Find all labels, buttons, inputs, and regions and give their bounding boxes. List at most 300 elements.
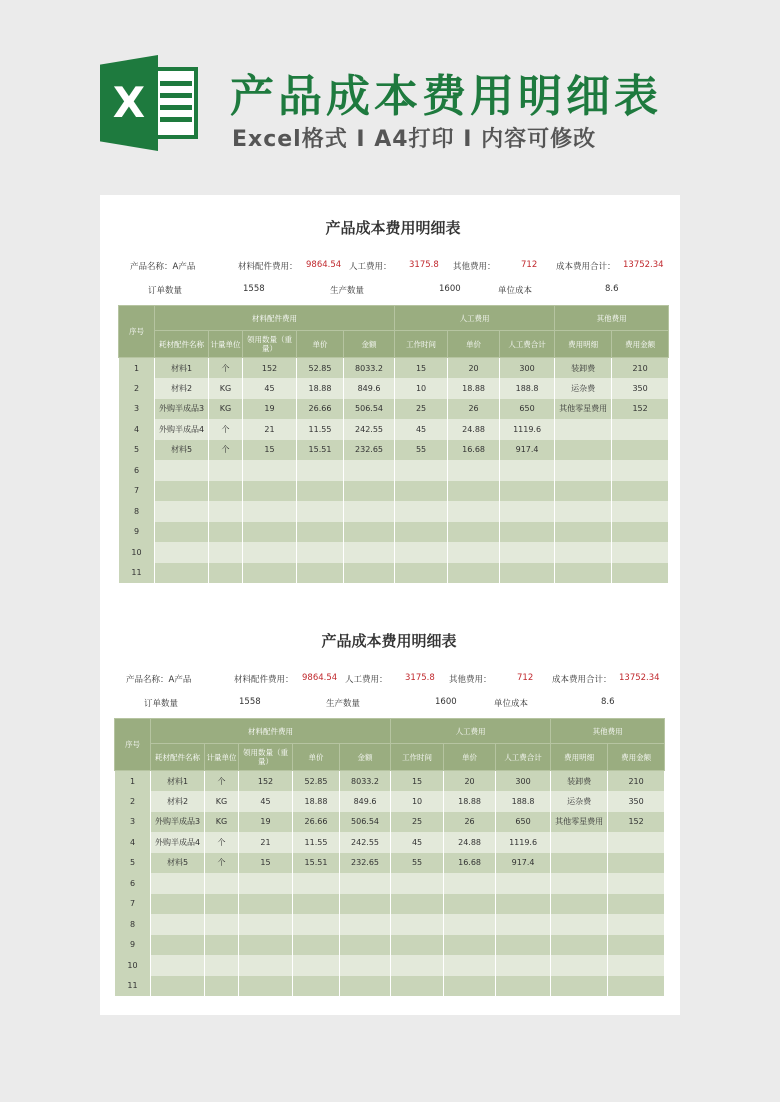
cell-row-index: 7 [119,481,155,502]
cell-material-price [297,522,344,543]
cell-unit [205,894,239,915]
cell-other-detail: 其他零星费用 [551,812,608,833]
cell-other-amount [608,832,665,853]
cell-other-detail [555,563,612,584]
cell-material-price: 11.55 [297,419,344,440]
cell-unit [209,522,243,543]
cell-labor-total: 917.4 [496,853,551,874]
cell-quantity [243,460,297,481]
cell-labor-total: 300 [500,358,555,379]
cell-row-index: 1 [115,771,151,792]
header-group-material: 材料配件费用 [151,719,391,744]
banner-subtitle: Excel格式 I A4打印 I 内容可修改 [232,127,597,152]
cell-unit: 个 [209,358,243,379]
cell-quantity: 21 [243,419,297,440]
cell-material-name [151,873,205,894]
cell-material-name: 材料5 [155,440,209,461]
labor-cost-label: 人工费用： [345,675,388,685]
table-row [115,812,665,833]
cell-labor-total: 1119.6 [500,419,555,440]
cell-row-index: 5 [119,440,155,461]
cell-material-amount [344,460,395,481]
other-cost-value: 712 [521,260,538,270]
cell-labor-price: 26 [448,399,500,420]
cell-labor-total: 188.8 [500,378,555,399]
unit-cost-label: 单位成本 [494,699,529,709]
cell-other-detail [551,832,608,853]
cell-labor-price [448,522,500,543]
table-row [119,419,669,440]
cell-row-index: 7 [115,894,151,915]
table-row [115,976,665,997]
cell-row-index: 5 [115,853,151,874]
labor-cost-label: 人工费用： [349,262,392,272]
cell-material-name [155,522,209,543]
cell-material-amount [344,501,395,522]
cell-quantity [239,873,293,894]
cell-labor-total [496,955,551,976]
unit-cost-label: 单位成本 [498,286,533,296]
header-group-labor: 人工费用 [395,306,555,331]
cell-labor-total: 300 [496,771,551,792]
cell-material-name: 材料1 [155,358,209,379]
cell-material-amount: 506.54 [344,399,395,420]
cell-row-index: 4 [119,419,155,440]
product-name: 产品名称：A产品 [130,262,196,272]
cell-quantity: 45 [239,791,293,812]
cell-material-price [297,501,344,522]
cell-work-time [391,873,444,894]
cell-quantity: 152 [243,358,297,379]
cell-labor-price: 18.88 [448,378,500,399]
cell-row-index: 3 [115,812,151,833]
cell-material-amount: 8033.2 [344,358,395,379]
cell-labor-price [448,501,500,522]
sheet-title: 产品成本费用明细表 [321,632,457,650]
cell-material-amount: 232.65 [344,440,395,461]
cell-work-time: 55 [391,853,444,874]
cell-other-amount: 152 [612,399,669,420]
table-row [119,378,669,399]
table-row [115,935,665,956]
cell-work-time [391,894,444,915]
cost-table [114,718,665,996]
product-name: 产品名称：A产品 [126,675,192,685]
cell-work-time: 45 [391,832,444,853]
table-row [115,955,665,976]
cell-other-amount [608,873,665,894]
table-row [119,501,669,522]
cell-unit [209,563,243,584]
cell-work-time [391,935,444,956]
cell-labor-price [444,955,496,976]
table-row [119,563,669,584]
table-row [119,522,669,543]
cell-work-time [395,501,448,522]
cell-material-price: 18.88 [293,791,340,812]
order-quantity-value: 1558 [243,284,265,294]
production-quantity-value: 1600 [435,697,457,707]
cell-other-detail [555,501,612,522]
cell-unit: 个 [209,440,243,461]
cell-quantity [239,935,293,956]
cell-other-amount: 152 [608,812,665,833]
cell-other-detail [551,935,608,956]
cell-unit: 个 [205,853,239,874]
total-cost-value: 13752.34 [619,673,660,683]
order-quantity-label: 订单数量 [144,699,179,709]
cell-material-name [151,894,205,915]
header-other-amount: 费用金额 [608,744,665,771]
cell-unit: 个 [209,419,243,440]
other-cost-value: 712 [517,673,534,683]
cell-work-time: 25 [395,399,448,420]
cell-quantity: 15 [239,853,293,874]
cell-work-time [395,460,448,481]
cell-row-index: 2 [119,378,155,399]
table-row [115,832,665,853]
cell-quantity [243,563,297,584]
cell-material-name [151,955,205,976]
unit-cost-value: 8.6 [601,697,615,707]
cell-labor-price: 24.88 [448,419,500,440]
cell-quantity: 21 [239,832,293,853]
cell-other-detail [551,873,608,894]
total-cost-value: 13752.34 [623,260,664,270]
cell-material-amount [340,976,391,997]
cell-quantity [239,955,293,976]
cell-material-amount: 849.6 [344,378,395,399]
cell-material-name: 外购半成品3 [151,812,205,833]
cell-labor-price [448,481,500,502]
cell-work-time [395,481,448,502]
header-group-other: 其他费用 [555,306,669,331]
cell-material-price [297,563,344,584]
table-row [119,481,669,502]
unit-cost-value: 8.6 [605,284,619,294]
table-row [119,440,669,461]
cell-quantity [239,976,293,997]
cell-labor-total [496,935,551,956]
cell-labor-total [496,894,551,915]
cell-work-time: 10 [391,791,444,812]
cell-labor-price: 16.68 [448,440,500,461]
cell-row-index: 8 [119,501,155,522]
cell-work-time [395,542,448,563]
cell-material-name: 外购半成品4 [155,419,209,440]
cell-unit [209,460,243,481]
labor-cost-value: 3175.8 [405,673,435,683]
cell-material-amount [340,955,391,976]
cell-material-price: 15.51 [293,853,340,874]
cell-labor-total [500,542,555,563]
cell-other-detail [555,481,612,502]
cell-material-price: 11.55 [293,832,340,853]
total-cost-label: 成本费用合计： [556,262,616,272]
cell-labor-total [500,501,555,522]
cell-work-time [391,976,444,997]
sheet-2 [114,608,664,1008]
table-row [115,771,665,792]
cell-material-name [151,914,205,935]
cell-other-detail: 其他零星费用 [555,399,612,420]
cell-material-name [155,563,209,584]
cell-labor-price [444,976,496,997]
cell-quantity [239,894,293,915]
excel-icon [100,55,202,151]
cell-unit [209,481,243,502]
header-other-detail: 费用明细 [555,331,612,358]
cell-other-amount [612,522,669,543]
header-material-name: 耗材配件名称 [155,331,209,358]
cell-quantity: 152 [239,771,293,792]
table-row [119,358,669,379]
cell-material-price [293,894,340,915]
cell-labor-price: 24.88 [444,832,496,853]
cell-other-detail [555,419,612,440]
cell-material-price [297,481,344,502]
cell-material-amount: 232.65 [340,853,391,874]
cell-material-name: 外购半成品3 [155,399,209,420]
header-material-price: 单价 [293,744,340,771]
cell-other-amount [612,419,669,440]
material-cost-label: 材料配件费用： [234,675,294,685]
cell-row-index: 4 [115,832,151,853]
cell-labor-price [444,914,496,935]
cell-other-detail [555,542,612,563]
header-labor-price: 单价 [448,331,500,358]
cell-material-amount: 506.54 [340,812,391,833]
cell-material-name [151,976,205,997]
cell-other-amount [608,935,665,956]
other-cost-label: 其他费用： [453,262,496,272]
cell-quantity [243,501,297,522]
cell-material-name: 材料1 [151,771,205,792]
cell-other-amount [608,914,665,935]
cell-quantity: 15 [243,440,297,461]
cell-unit [209,542,243,563]
cell-quantity [243,481,297,502]
production-quantity-label: 生产数量 [330,286,365,296]
cell-unit: KG [205,812,239,833]
cell-other-detail [555,440,612,461]
cell-material-name [151,935,205,956]
cell-labor-price: 20 [444,771,496,792]
cell-other-amount [612,563,669,584]
cell-labor-price [444,873,496,894]
cell-material-price [293,976,340,997]
cell-labor-price: 26 [444,812,496,833]
cell-other-amount: 210 [608,771,665,792]
cell-other-amount [612,481,669,502]
cell-material-price: 18.88 [297,378,344,399]
cell-row-index: 6 [115,873,151,894]
header-labor-price: 单价 [444,744,496,771]
material-cost-value: 9864.54 [306,260,342,270]
cell-unit [205,914,239,935]
header-unit: 计量单位 [209,331,243,358]
cell-material-amount [344,522,395,543]
cell-other-amount [612,542,669,563]
cell-material-price: 15.51 [297,440,344,461]
header-group-labor: 人工费用 [391,719,551,744]
header-index: 序号 [119,306,155,358]
cell-material-price: 52.85 [293,771,340,792]
cell-row-index: 9 [119,522,155,543]
header-work-time: 工作时间 [395,331,448,358]
banner [0,0,780,190]
cell-other-amount [612,501,669,522]
cell-labor-total [496,976,551,997]
cell-other-amount [608,955,665,976]
cell-material-price: 26.66 [297,399,344,420]
cell-row-index: 3 [119,399,155,420]
cell-work-time [395,563,448,584]
cell-material-name [155,460,209,481]
cell-labor-price: 18.88 [444,791,496,812]
cell-labor-total [500,460,555,481]
cell-unit [209,501,243,522]
header-material-amount: 金额 [344,331,395,358]
material-cost-value: 9864.54 [302,673,338,683]
cell-work-time [395,522,448,543]
table-row [115,853,665,874]
cell-material-price: 26.66 [293,812,340,833]
table-row [115,873,665,894]
cell-material-name: 材料2 [155,378,209,399]
cell-material-name [155,501,209,522]
header-material-amount: 金额 [340,744,391,771]
cell-work-time: 55 [395,440,448,461]
cell-other-detail [551,955,608,976]
other-cost-label: 其他费用： [449,675,492,685]
cell-other-amount [608,894,665,915]
header-unit: 计量单位 [205,744,239,771]
cell-labor-total: 917.4 [500,440,555,461]
cell-quantity [243,522,297,543]
cell-labor-price [448,460,500,481]
cell-labor-total [500,563,555,584]
cell-labor-total [500,481,555,502]
cell-material-name: 材料2 [151,791,205,812]
cell-labor-price [448,563,500,584]
cell-material-price [297,460,344,481]
cell-other-detail: 装卸费 [551,771,608,792]
header-index: 序号 [115,719,151,771]
table-row [119,542,669,563]
cell-work-time [391,914,444,935]
sheet-1 [118,195,668,595]
cell-unit: KG [209,378,243,399]
cell-material-price [293,873,340,894]
cell-material-name: 外购半成品4 [151,832,205,853]
cell-material-amount: 242.55 [344,419,395,440]
cell-material-price [297,542,344,563]
cell-other-detail: 装卸费 [555,358,612,379]
header-other-amount: 费用金额 [612,331,669,358]
production-quantity-label: 生产数量 [326,699,361,709]
cell-labor-price [448,542,500,563]
cell-labor-total: 1119.6 [496,832,551,853]
cost-table [118,305,669,583]
cell-material-price [293,914,340,935]
cell-row-index: 8 [115,914,151,935]
table-row [115,894,665,915]
cell-material-amount [344,481,395,502]
cell-other-detail [555,460,612,481]
cell-material-name [155,542,209,563]
cell-material-amount: 242.55 [340,832,391,853]
cell-material-amount [344,542,395,563]
cell-quantity: 19 [239,812,293,833]
cell-other-detail [551,894,608,915]
cell-work-time [391,955,444,976]
header-other-detail: 费用明细 [551,744,608,771]
header-material-price: 单价 [297,331,344,358]
document-paper [100,195,680,1015]
cell-row-index: 6 [119,460,155,481]
header-material-name: 耗材配件名称 [151,744,205,771]
header-work-time: 工作时间 [391,744,444,771]
cell-other-amount: 350 [608,791,665,812]
cell-unit: 个 [205,832,239,853]
cell-material-amount: 8033.2 [340,771,391,792]
cell-material-amount [344,563,395,584]
cell-labor-total: 650 [496,812,551,833]
production-quantity-value: 1600 [439,284,461,294]
cell-other-amount [612,460,669,481]
cell-unit [205,935,239,956]
cell-labor-price: 16.68 [444,853,496,874]
cell-labor-total [500,522,555,543]
cell-row-index: 10 [115,955,151,976]
cell-other-detail [551,976,608,997]
cell-labor-total: 650 [500,399,555,420]
labor-cost-value: 3175.8 [409,260,439,270]
cell-unit: KG [209,399,243,420]
cell-material-price [293,935,340,956]
cell-row-index: 10 [119,542,155,563]
table-row [115,914,665,935]
cell-labor-total: 188.8 [496,791,551,812]
cell-other-amount: 210 [612,358,669,379]
cell-material-amount [340,894,391,915]
cell-work-time: 10 [395,378,448,399]
cell-unit [205,873,239,894]
header-group-material: 材料配件费用 [155,306,395,331]
table-row [119,399,669,420]
cell-unit: KG [205,791,239,812]
cell-labor-total [496,873,551,894]
cell-other-detail [555,522,612,543]
order-quantity-label: 订单数量 [148,286,183,296]
cell-unit [205,955,239,976]
banner-title: 产品成本费用明细表 [230,71,662,122]
cell-labor-price [444,894,496,915]
cell-labor-price [444,935,496,956]
cell-other-amount [608,853,665,874]
order-quantity-value: 1558 [239,697,261,707]
cell-quantity: 45 [243,378,297,399]
cell-unit [205,976,239,997]
cell-other-amount [612,440,669,461]
cell-work-time: 45 [395,419,448,440]
cell-work-time: 15 [391,771,444,792]
cell-row-index: 9 [115,935,151,956]
cell-material-amount [340,935,391,956]
cell-material-price: 52.85 [297,358,344,379]
cell-material-price [293,955,340,976]
